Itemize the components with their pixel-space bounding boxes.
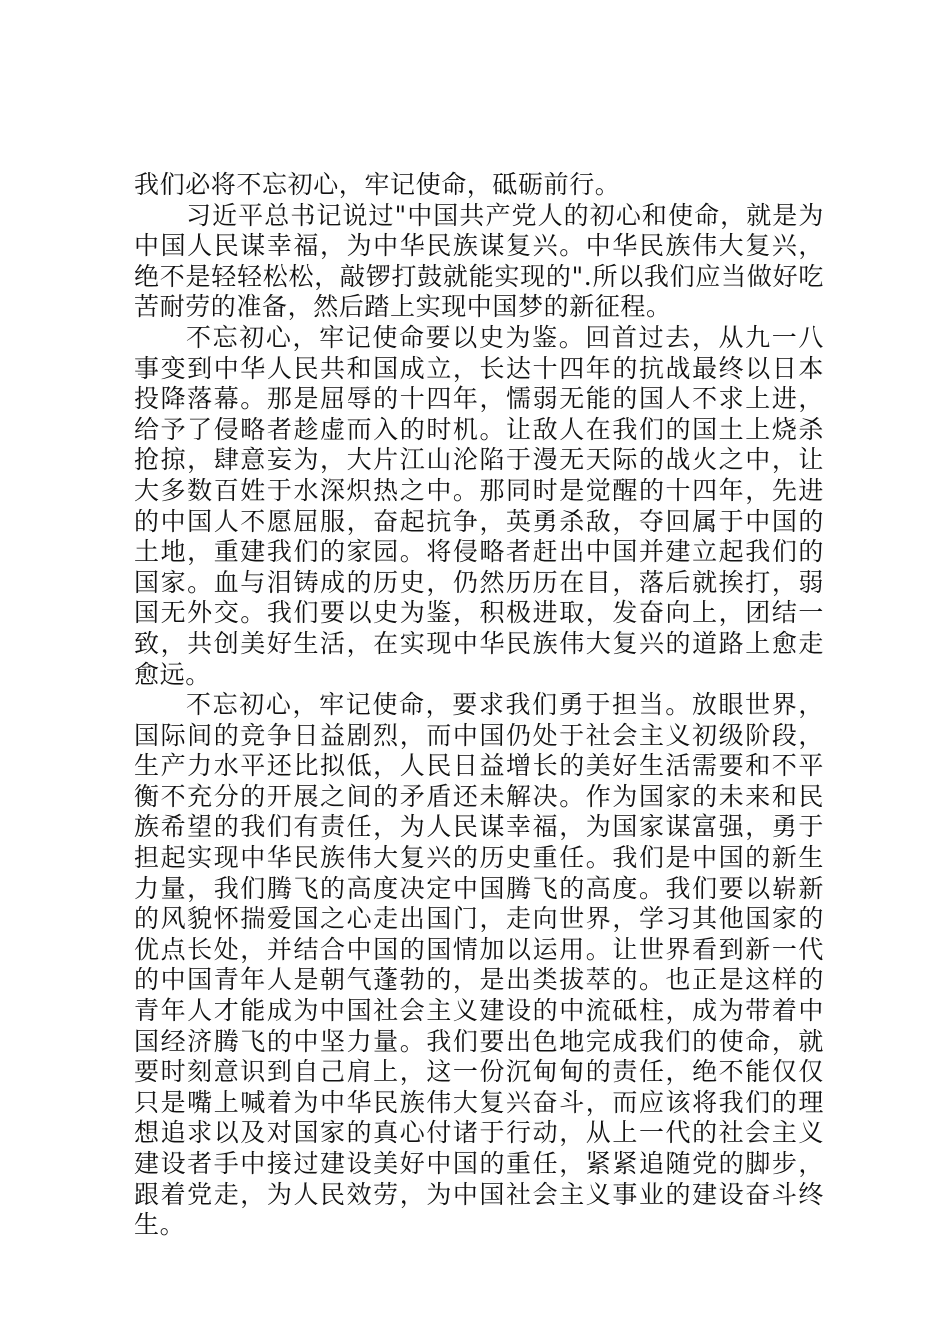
paragraph-1: 我们必将不忘初心，牢记使命，砥砺前行。 [134,170,621,199]
paragraph-2: 习近平总书记说过"中国共产党人的初心和使命，就是为中国人民谋幸福，为中华民族谋复兴。中华民族伟大复兴，绝不是轻轻松松，敲锣打鼓就能实现的".所以我们应当做好吃苦耐劳的准备，然后踏上实现中国梦的新征程。 [134,200,824,322]
paragraph-3: 不忘初心，牢记使命要以史为鉴。回首过去，从九一八事变到中华人民共和国成立，长达十四年的抗战最终以日本投降落幕。那是屈辱的十四年，懦弱无能的国人不求上进，给予了侵略者趁虚而入的时机。让敌人在我们的国土上烧杀抢掠，肆意妄为，大片江山沦陷于漫无天际的战火之中，让大多数百姓于水深炽热之中。那同时是觉醒的十四年，先进的中国人不愿屈服，奋起抗争，英勇杀敌，夺回属于中国的土地，重建我们的家园。将侵略者赶出中国并建立起我们的国家。血与泪铸成的历史，仍然历历在目，落后就挨打，弱国无外交。我们要以史为鉴，积极进取，发奋向上，团结一致，共创美好生活，在实现中华民族伟大复兴的道路上愈走愈远。 [134,322,824,689]
document-body [134,170,824,1241]
paragraph-4: 不忘初心，牢记使命，要求我们勇于担当。放眼世界，国际间的竞争日益剧烈，而中国仍处于社会主义初级阶段，生产力水平还比拟低，人民日益增长的美好生活需要和不平衡不充分的开展之间的矛盾还未解决。作为国家的未来和民族希望的我们有责任，为人民谋幸福，为国家谋富强，勇于担起实现中华民族伟大复兴的历史重任。我们是中国的新生力量，我们腾飞的高度决定中国腾飞的高度。我们要以崭新的风貌怀揣爱国之心走出国门，走向世界，学习其他国家的优点长处，并结合中国的国情加以运用。让世界看到新一代的中国青年人是朝气蓬勃的，是出类拔萃的。也正是这样的青年人才能成为中国社会主义建设的中流砥柱，成为带着中国经济腾飞的中坚力量。我们要出色地完成我们的使命，就要时刻意识到自己肩上，这一份沉甸甸的责任，绝不能仅仅只是嘴上喊着为中华民族伟大复兴奋斗，而应该将我们的理想追求以及对国家的真心付诸于行动，从上一代的社会主义建设者手中接过建设美好中国的重任，紧紧追随党的脚步，跟着党走，为人民效劳，为中国社会主义事业的建设奋斗终生。 [134,690,824,1240]
